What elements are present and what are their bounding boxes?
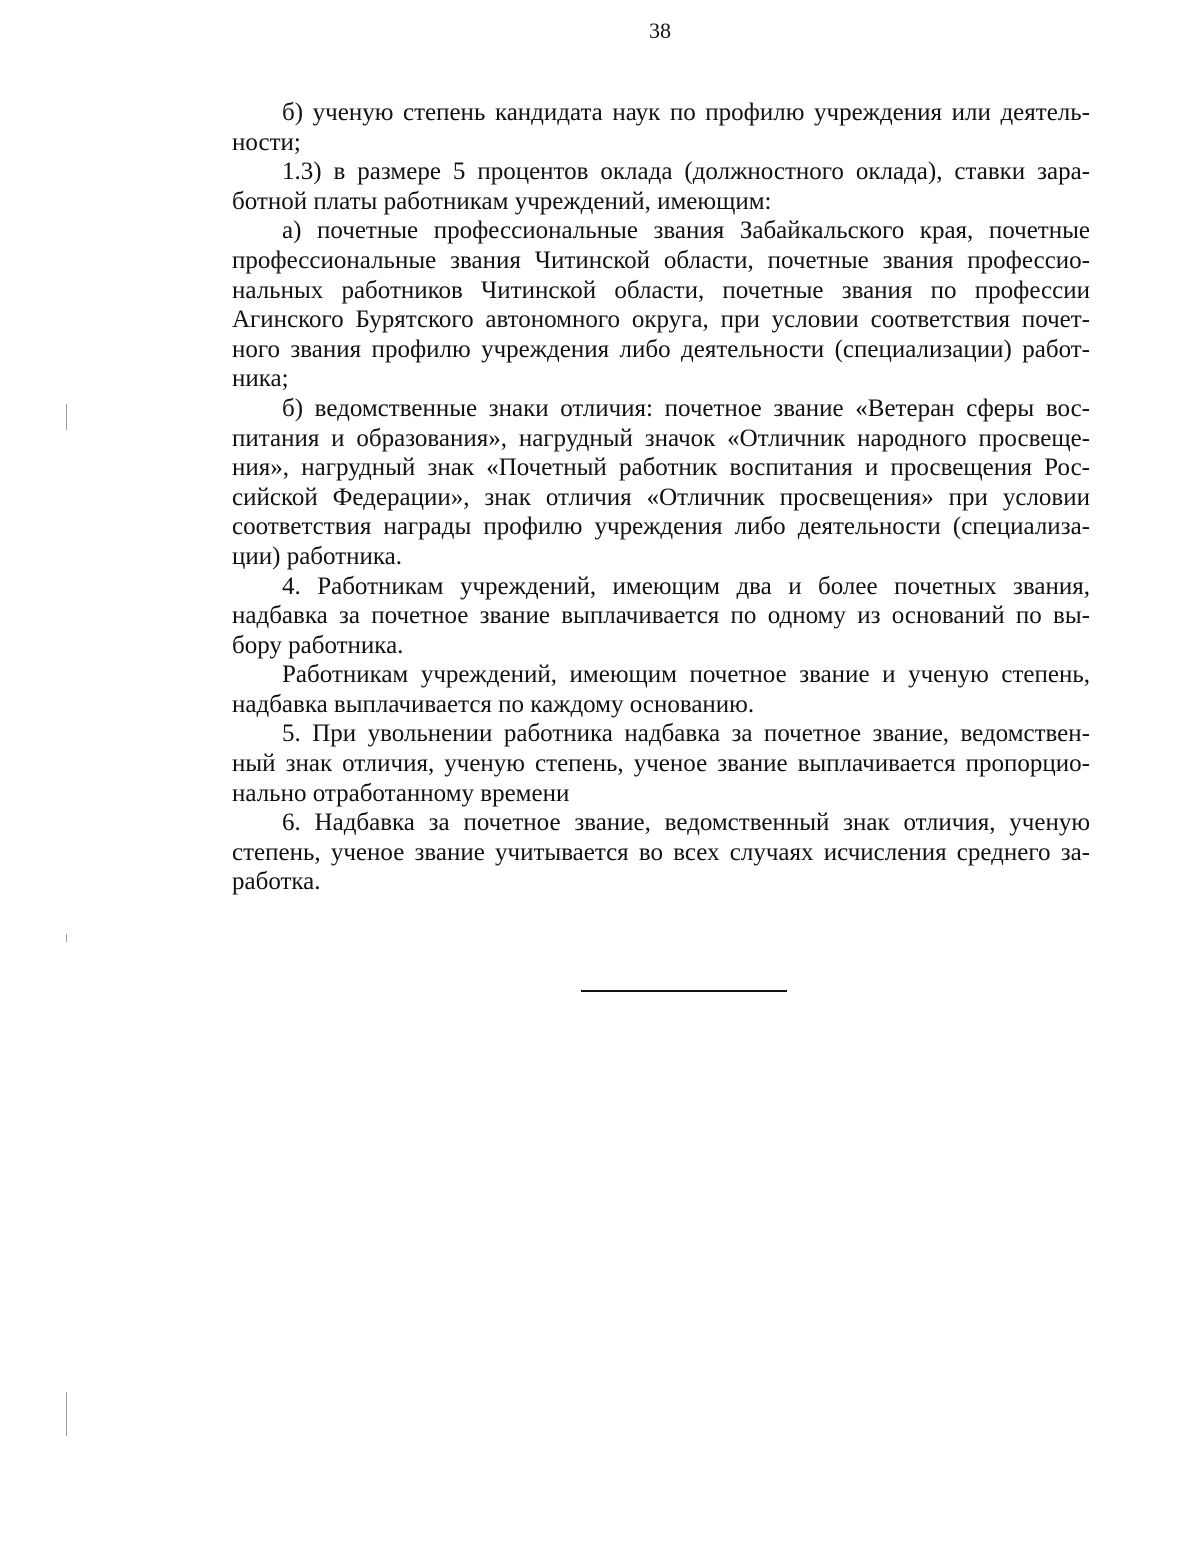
text-line: а) почетные профессиональные звания Забайкальского края, почетные <box>282 217 1090 245</box>
paragraph <box>232 808 1090 897</box>
text-line: ного звания профилю учреждения либо деятельности (специализации) работ- <box>232 335 1090 363</box>
text-line: ный знак отличия, ученую степень, ученое звание выплачивается пропорцио- <box>232 750 1090 778</box>
page-number: 38 <box>649 18 671 43</box>
document-body <box>232 98 1090 897</box>
text-line: профессиональные звания Читинской области, почетные звания профессио- <box>232 246 1090 274</box>
scan-mark <box>66 404 67 430</box>
text-line: степень, ученое звание учитывается во всех случаях исчисления среднего за- <box>232 838 1090 866</box>
text-line: 1.3) в размере 5 процентов оклада (должностного оклада), ставки зара- <box>282 158 1090 186</box>
text-line: ботной платы работникам учреждений, имеющим: <box>232 187 772 215</box>
text-line: соответствия награды профилю учреждения либо деятельности (специализа- <box>232 513 1090 541</box>
text-line: питания и образования», нагрудный значок «Отличник народного просвеще- <box>232 424 1090 452</box>
text-line: 5. При увольнении работника надбавка за почетное звание, ведомствен- <box>282 720 1090 748</box>
text-line: надбавка выплачивается по каждому основанию. <box>232 690 755 718</box>
text-line: 6. Надбавка за почетное звание, ведомственный знак отличия, ученую <box>282 809 1090 837</box>
paragraph <box>232 98 1090 157</box>
end-rule <box>581 990 787 992</box>
text-line: надбавка за почетное звание выплачивается по одному из оснований по вы- <box>232 602 1090 630</box>
scan-mark <box>66 1392 67 1436</box>
text-line: ции) работника. <box>232 542 402 570</box>
text-line: ности; <box>232 128 301 156</box>
paragraph <box>232 572 1090 661</box>
paragraph <box>232 216 1090 394</box>
paragraph <box>232 660 1090 719</box>
text-line: нальных работников Читинской области, почетные звания по профессии <box>232 276 1090 304</box>
text-line: работка. <box>232 868 321 896</box>
text-line: нально отработанному времени <box>232 779 570 807</box>
scan-mark <box>66 934 67 942</box>
paragraph <box>232 157 1090 216</box>
text-line: б) ученую степень кандидата наук по профилю учреждения или деятель- <box>282 99 1090 126</box>
text-line: бору работника. <box>232 631 404 659</box>
paragraph <box>232 719 1090 808</box>
text-line: ния», нагрудный знак «Почетный работник воспитания и просвещения Рос- <box>232 454 1090 482</box>
paragraph <box>232 394 1090 572</box>
text-line: 4. Работникам учреждений, имеющим два и более почетных звания, <box>282 572 1090 600</box>
text-line: Работникам учреждений, имеющим почетное звание и ученую степень, <box>282 661 1090 689</box>
text-line: Агинского Бурятского автономного округа, при условии соответствия почет- <box>232 306 1090 334</box>
text-line: б) ведомственные знаки отличия: почетное звание «Ветеран сферы вос- <box>282 394 1090 422</box>
text-line: ника; <box>232 365 289 393</box>
text-line: сийской Федерации», знак отличия «Отличник просвещения» при условии <box>232 483 1090 511</box>
